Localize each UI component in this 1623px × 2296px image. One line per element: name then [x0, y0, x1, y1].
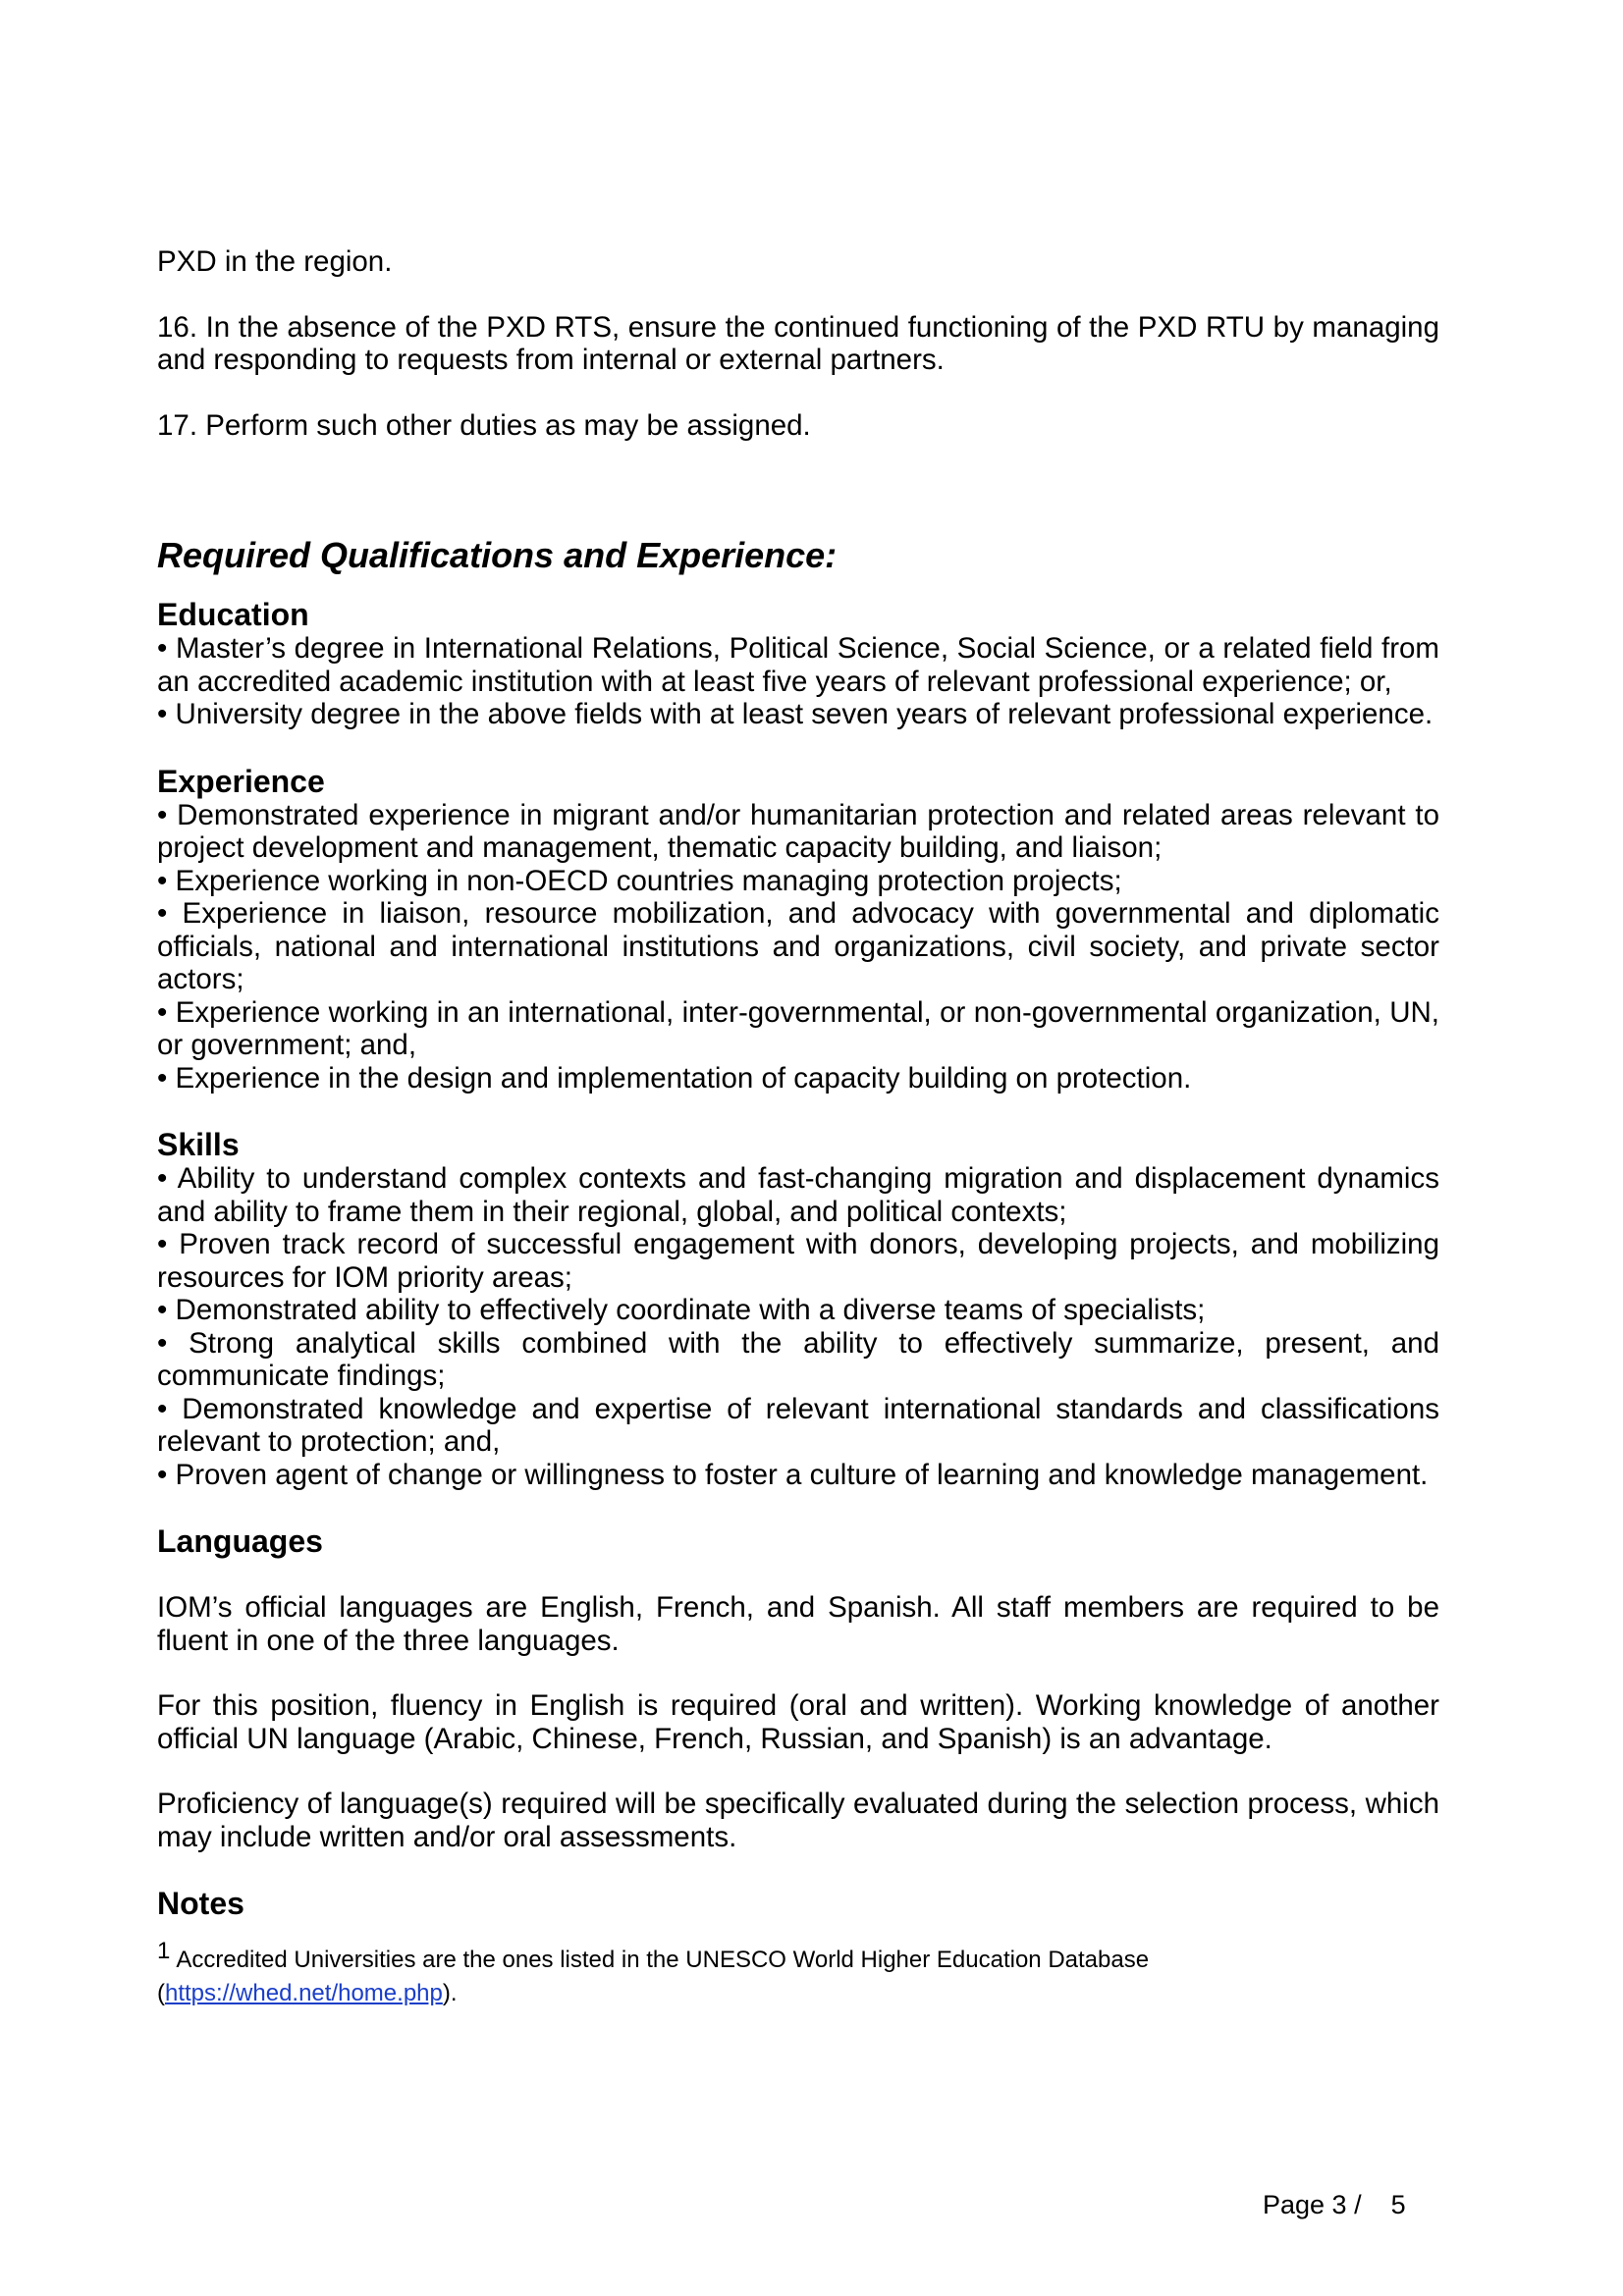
education-heading: Education — [157, 597, 309, 632]
education-bullet: • Master’s degree in International Relations, Political Science, Social Science, or a related field from an accredited academic institution with at least five years of relevant professional experience; or, — [157, 632, 1439, 698]
duty-item-17: 17. Perform such other duties as may be assigned. — [157, 408, 811, 442]
experience-bullet: • Experience working in an international, inter-governmental, or non-governmental organization, UN, or government; and, — [157, 995, 1439, 1061]
experience-heading: Experience — [157, 763, 325, 799]
skills-bullet: • Demonstrated knowledge and expertise of relevant international standards and classifications relevant to protection; and, — [157, 1392, 1439, 1458]
languages-paragraph: Proficiency of language(s) required will be specifically evaluated during the selection process, which may include written and/or oral assessments. — [157, 1788, 1439, 1853]
footnote-open-paren: ( — [157, 1980, 165, 2006]
qualifications-title: Required Qualifications and Experience: — [157, 535, 838, 575]
notes-heading: Notes — [157, 1886, 244, 1921]
footnote-marker: 1 — [157, 1938, 171, 1964]
whed-link[interactable]: https://whed.net/home.php — [165, 1980, 443, 2006]
skills-bullet: • Strong analytical skills combined with the ability to effectively summarize, present, and communicate findings; — [157, 1326, 1439, 1392]
footnote-close: ). — [442, 1980, 458, 2006]
skills-bullet: • Proven track record of successful engagement with donors, developing projects, and mobilizing resources for IOM priority areas; — [157, 1228, 1439, 1294]
page-number: Page 3 / 5 — [1263, 2190, 1406, 2219]
languages-heading: Languages — [157, 1523, 323, 1559]
education-bullet: • University degree in the above fields with at least seven years of relevant professional experience. — [157, 698, 1434, 730]
experience-bullet: • Experience in the design and implementation of capacity building on protection. — [157, 1061, 1192, 1095]
footnote — [157, 1938, 1439, 2010]
experience-bullet: • Experience in liaison, resource mobilization, and advocacy with governmental and diplomatic officials, national and international institutions and organizations, civil society, and private sector actors; — [157, 897, 1439, 995]
page-content — [157, 245, 1439, 2010]
footnote-text: Accredited Universities are the ones listed in the UNESCO World Higher Education Database — [176, 1947, 1150, 1973]
skills-bullet: • Demonstrated ability to effectively coordinate with a diverse teams of specialists; — [157, 1294, 1206, 1326]
duty-item-16: 16. In the absence of the PXD RTS, ensure the continued functioning of the PXD RTU by managing and responding to requests from internal or external partners. — [157, 310, 1439, 376]
intro-line: PXD in the region. — [157, 245, 393, 278]
skills-heading: Skills — [157, 1127, 240, 1162]
languages-paragraph: For this position, fluency in English is required (oral and written). Working knowledge of another official UN language (Arabic, Chinese, French, Russian, and Spanish) is an advantage. — [157, 1689, 1439, 1755]
skills-bullet: • Ability to understand complex contexts and fast-changing migration and displacement dynamics and ability to frame them in their regional, global, and political contexts; — [157, 1162, 1439, 1228]
experience-bullet: • Demonstrated experience in migrant and/or humanitarian protection and related areas relevant to project development and management, thematic capacity building, and liaison; — [157, 798, 1439, 864]
languages-paragraph: IOM’s official languages are English, French, and Spanish. All staff members are required to be fluent in one of the three languages. — [157, 1591, 1439, 1657]
skills-bullet: • Proven agent of change or willingness to foster a culture of learning and knowledge management. — [157, 1458, 1429, 1491]
experience-bullet: • Experience working in non-OECD countries managing protection projects; — [157, 864, 1122, 897]
